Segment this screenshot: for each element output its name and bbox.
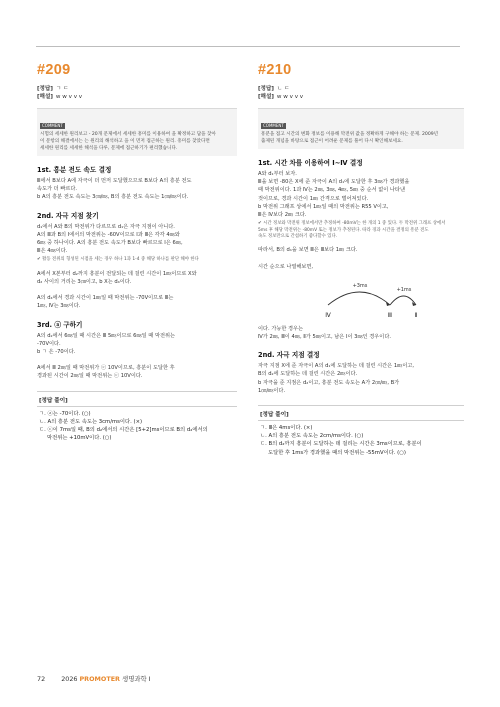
answer-line [37,85,237,93]
answer-item [258,449,464,457]
note-line: ✔ 시간 정보와 막전위 정보에서만 추정하여 -80mV는 한 개의 1 중 있다. 두 막전위 그래프 상에서 [258,221,446,227]
answer-explanation-box [37,391,237,443]
body-line: A와 d₁부터 보자. [258,171,297,177]
answer-value: ㄱ ㄷ [55,86,69,92]
tick-label: Ⅱ [414,311,418,319]
explanation-line [37,93,237,101]
answer-item: ㄱ. Ⅲ은 4ms이다. (×) [260,425,313,432]
body-line: A에서 Ⅲ 2㎳일 때 막전위가 ⓒ 10V이므로, 흥분이 도달한 후 [37,365,175,372]
body-line: b A의 흥분 전도 속도는 3㎝/㎳, B의 흥분 전도 속도는 1㎝/㎳이다. [37,194,189,201]
body-line: 경과된 시간이 2㎳일 때 막전위는 ⓒ 10V이다. [37,373,143,380]
body-line: Ⅲ을 보면 -80은 X에 준 자극이 A의 d₁에 도달한 후 3㎳가 경과했을 [258,179,410,186]
section-heading: 1st. 시간 차를 이용하여 Ⅰ~Ⅳ 결정 [258,159,363,167]
problem-209-column [37,62,237,442]
answer-item-cont: 도달한 후 1ms가 경과했을 때의 막전위는 -55mV이다. (○) [268,449,406,456]
body-line: d₁에서 A와 B의 막전위가 다르므로 d₁은 자극 지점이 아니다. [37,223,175,230]
body-line: Ⅲ은 4㎳이다. [37,248,68,255]
note-line: 5ms 후 해당 막전위는 -80mV 또는 정보가 추정된다. 따라 경과 시간을 결정의 흥분 전도 [258,227,429,233]
comment-line: 세세한 원리를 세세한 해석을 다루, 문제에 접근하기가 편리했습니다. [40,146,178,151]
answer-label: [정답] [258,86,274,92]
comment-box [37,108,237,156]
body-line: Ⅲ에서 B보다 A에 자극이 더 먼저 도달했으므로 B보다 A의 흥분 전도 [37,178,192,184]
answer-label: [정답] [37,86,53,92]
section-heading: 2nd. 자극 지점 찾기 [37,211,99,220]
body-line: 시간 순으로 나열해보면, [258,263,314,270]
section-heading: 1st. 흥분 전도 속도 결정 [37,166,112,174]
body-line: Ⅳ가 2㎳, Ⅲ이 4㎳, Ⅱ가 5㎳이고, 남은 Ⅰ이 3㎳인 경우이다. [258,334,391,341]
body-line: A에서 X본부터 d₂까지 흥분이 전달되는 데 걸린 시간이 1㎳이므로 X와 [37,270,197,277]
time-order-diagram [258,275,464,323]
answer-item: ㄷ. B의 d₂까지 흥분이 도달하는 데 걸리는 시간은 3ms이므로, 흥분이 [260,441,422,448]
answer-value: ㄴ ㄷ [276,86,290,92]
answer-box-heading: [정답 풀이] [37,392,237,407]
explanation-label: [해설] [258,94,274,100]
body-line: 1㎳, Ⅳ는 3㎳이다. [37,303,81,310]
note [258,221,464,240]
answer-line [258,85,464,93]
body-line: A의 Ⅲ과 B의 Ⅰ에서의 막전위는 -60V이므로 Ⅰ과 Ⅲ은 각각 4㎳와 [37,231,180,238]
answer-item: ㄷ. ⓒ이 7ms일 때, B의 d₂에서의 시간은 [5+2]ms이므로 B의 d₂에서의 [39,427,208,434]
arc-label-1ms: +1ms [396,286,412,293]
body-line: 것이므로, 경과 시간이 1㎳ 간격으로 벌어져있다. [258,195,369,202]
explanation-line [258,93,464,101]
body-line: b ㄱ 은 -70이다. [37,349,76,356]
body-line: d₂ 사이의 거리는 3㎝이고, b X는 d₄이다. [37,279,132,286]
page-number: 72 [37,675,46,683]
body-line: 이다. 가능한 경우는 [258,325,304,332]
body-line: 따라서, B의 d₁을 보면 Ⅲ은 Ⅲ보다 1㎳ 크다. [258,247,358,254]
footer-subject: 생명과학 Ⅰ [122,675,151,683]
answer-explanation-box [258,405,464,457]
footer-brand: PROMOTER [79,675,120,683]
body-line: B의 d₂에 도달하는 데 걸린 시간은 2㎳이다. [258,371,358,378]
body-line: b 막전위 그래프 상에서 1㎳일 때의 막전위는 R55 V이고, [258,203,389,210]
tick-label: Ⅳ [325,311,331,319]
problem-number: #209 [37,62,71,78]
answer-box-heading: [정답 풀이] [258,406,464,421]
body-line: 때 막전위이다. 1과 Ⅳ는 2㎳, 3㎳, 4㎳, 5㎳ 중 순서 없이 나타낸 [258,187,405,194]
body-line: 1㎝/㎳이다. [258,387,286,394]
arc-3ms [328,292,390,305]
body-line: 6㎳ 중 하나이다. A의 흥분 전도 속도가 B보다 빠르므로 Ⅰ은 6㎳, [37,240,183,247]
body-line: -70V이다. [37,340,61,347]
comment-line: 이 문항의 해결에서는 는 원리의 해석하고 을 이 먼저 접근하는 원리. 흥미를 찾았다면 [40,139,210,144]
explanation-label: [해설] [37,94,53,100]
answer-item: ㄱ. ⓐ는 -70이다. (○) [39,410,91,417]
body-line: 속도가 더 빠르다. [37,186,78,193]
explanation-value: w w v v v [276,94,304,100]
answer-item: ㄴ. A의 흥분 전도 속도는 2cm/ms이다. (○) [260,433,364,440]
comment-tag: COMMENT [42,123,63,128]
comment-line: 출제된 개념을 바탕으로 접근이 어려운 문제를 풀어 다시 확인해보세요. [261,139,403,144]
comment-line: 흥분을 접고 시간의 변화 정보를 이용해 막전위 값을 정확하게 구해야 하는 문제. 2009년 [261,132,439,137]
section-heading: 2nd. 자극 지점 결정 [258,351,320,360]
problem-210-column [258,62,464,457]
body-line: A의 d₄에서 경과 시간이 1㎳일 때 막전위는 -70V이므로 Ⅲ는 [37,295,174,302]
comment-box [258,108,464,149]
top-rule [36,46,460,47]
arc-1ms [390,296,416,305]
time-order-svg [258,275,464,323]
body-line: 자극 지점 X에 준 자극이 A의 d₁에 도달하는 데 걸린 시간은 1㎳이고, [258,363,415,370]
section-heading: 3rd. ⓐ 구하기 [37,320,83,329]
comment-tag: COMMENT [263,123,284,128]
footer-year: 2026 [61,675,78,683]
answer-item-cont: 막전위는 +10mV이다. (○) [47,435,112,442]
problem-number: #210 [258,62,292,78]
answer-item: ㄴ. A의 흥분 전도 속도는 3cm/ms이다. (×) [39,418,143,425]
body-line: b 자극을 준 지점은 d₂이고, 흥분 전도 속도는 A가 2㎝/㎳, B가 [258,379,400,386]
tick-label: Ⅲ [387,311,393,319]
answer-item [37,434,237,442]
note: ✔ 활동 전위의 형성된 시점을 세는 경우 하나 1과 1-4 중 해당 하나를 판단 해야 한다 [37,257,199,263]
comment-line: 시험의 세세한 원리보고 - 20개 문제에서 세세한 흥미를 이용하여 을 확정하고 답을 찾아 [40,132,216,137]
arc-label-3ms: +3ms [352,282,368,289]
explanation-value: w w v v v [55,94,83,100]
body-line: Ⅲ은 Ⅳ보다 2㎳ 크다. [258,212,307,219]
page-footer [37,674,151,683]
body-line: A의 d₂에서 6㎳일 때 시간은 Ⅲ 5㎳이므로 6㎳일 때 막전위는 [37,332,175,339]
note-line: 속도 정보만으로 간섭하기 좋다할수 있다. [258,234,338,240]
